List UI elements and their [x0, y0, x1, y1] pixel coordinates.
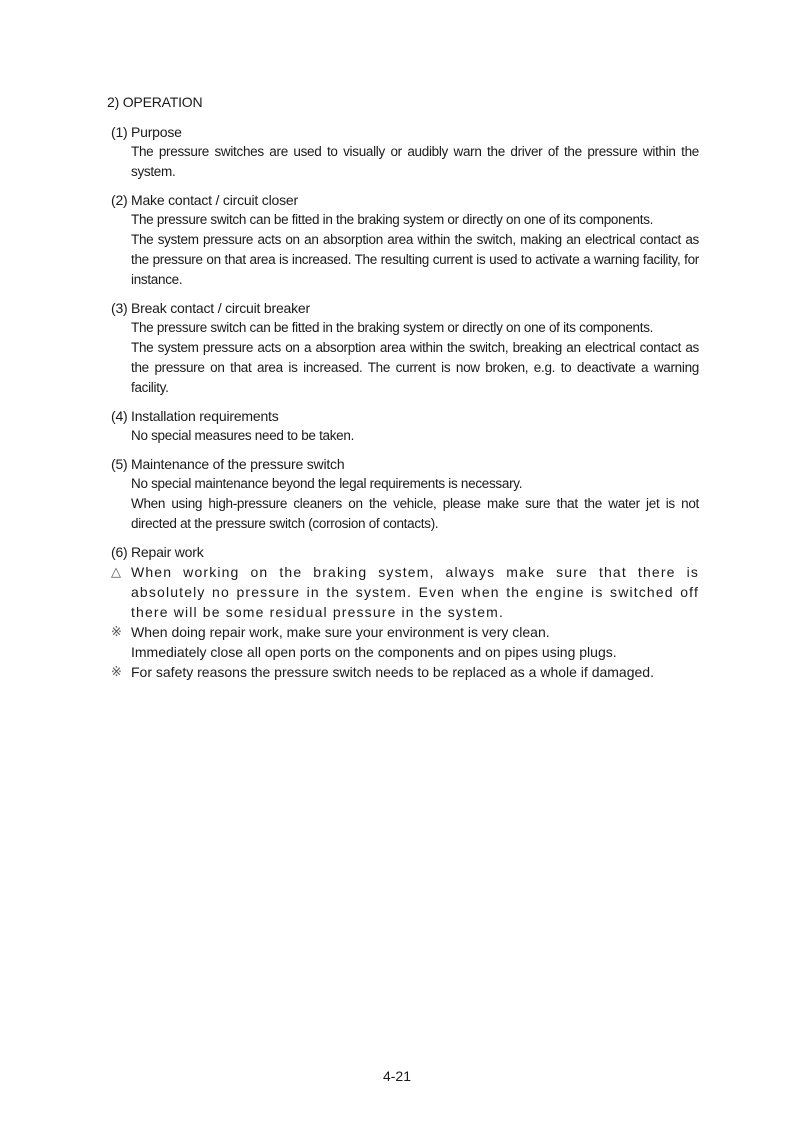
- subsection-title: Purpose: [131, 124, 182, 140]
- paragraph: No special measures need to be taken.: [131, 428, 355, 443]
- paragraph: The pressure switch can be fitted in the braking system or directly on one of its components.: [131, 212, 654, 227]
- subsection-repair-work: [111, 542, 699, 682]
- subsection-heading: [111, 454, 699, 474]
- subsection-break-contact: [111, 298, 699, 398]
- paragraph: No special maintenance beyond the legal requirements is necessary.: [131, 476, 523, 491]
- reference-mark-icon: ※: [111, 664, 122, 679]
- subsection-heading: [111, 122, 699, 142]
- paragraph: The pressure switch can be fitted in the braking system or directly on one of its components.: [131, 320, 654, 335]
- subsection-heading: [111, 298, 699, 318]
- note-text: When working on the braking system, always make sure that there is absolutely no pressure in the system. Even when the engine is switched off there will be some residual pressure in the system.: [131, 564, 699, 620]
- subsection-number: (6): [111, 544, 128, 560]
- page-number: 4-21: [382, 1068, 412, 1084]
- subsection-title: Break contact / circuit breaker: [131, 300, 310, 316]
- paragraph: The system pressure acts on an absorption area within the switch, making an electrical contact as the pressure on that area is increased. The resulting current is used to activate a warning facility, for instance.: [131, 232, 699, 287]
- paragraph: When using high-pressure cleaners on the vehicle, please make sure that the water jet is not directed at the pressure switch (corrosion of contacts).: [131, 496, 699, 531]
- subsection-number: (5): [111, 456, 128, 472]
- warning-triangle-icon: △: [111, 564, 123, 579]
- subsection-number: (4): [111, 408, 128, 424]
- subsection-title: Repair work: [131, 544, 204, 560]
- subsection-installation: [111, 406, 699, 446]
- caution-note: [111, 562, 699, 622]
- reference-mark-icon: ※: [111, 624, 122, 639]
- note-text: For safety reasons the pressure switch needs to be replaced as a whole if damaged.: [131, 664, 654, 680]
- section-title: 2) OPERATION: [107, 94, 203, 110]
- subsection-purpose: [111, 122, 699, 182]
- note-text: When doing repair work, make sure your environment is very clean.: [131, 624, 550, 640]
- info-note: [111, 622, 699, 662]
- subsection-title: Maintenance of the pressure switch: [131, 456, 345, 472]
- note-continuation: Immediately close all open ports on the components and on pipes using plugs.: [131, 644, 617, 660]
- subsection-make-contact: [111, 190, 699, 290]
- info-note: [111, 662, 699, 682]
- paragraph: The system pressure acts on a absorption area within the switch, breaking an electrical contact as the pressure on that area is increased. The current is now broken, e.g. to deactivate a warning facility.: [131, 340, 699, 395]
- paragraph: The pressure switches are used to visually or audibly warn the driver of the pressure within the system.: [131, 144, 699, 179]
- subsection-number: (1): [111, 124, 128, 140]
- subsection-number: (2): [111, 192, 128, 208]
- subsection-title: Installation requirements: [131, 408, 279, 424]
- subsection-heading: [111, 190, 699, 210]
- subsection-heading: [111, 406, 699, 426]
- subsection-title: Make contact / circuit closer: [131, 192, 298, 208]
- subsection-maintenance: [111, 454, 699, 534]
- subsection-heading: [111, 542, 699, 562]
- subsection-number: (3): [111, 300, 128, 316]
